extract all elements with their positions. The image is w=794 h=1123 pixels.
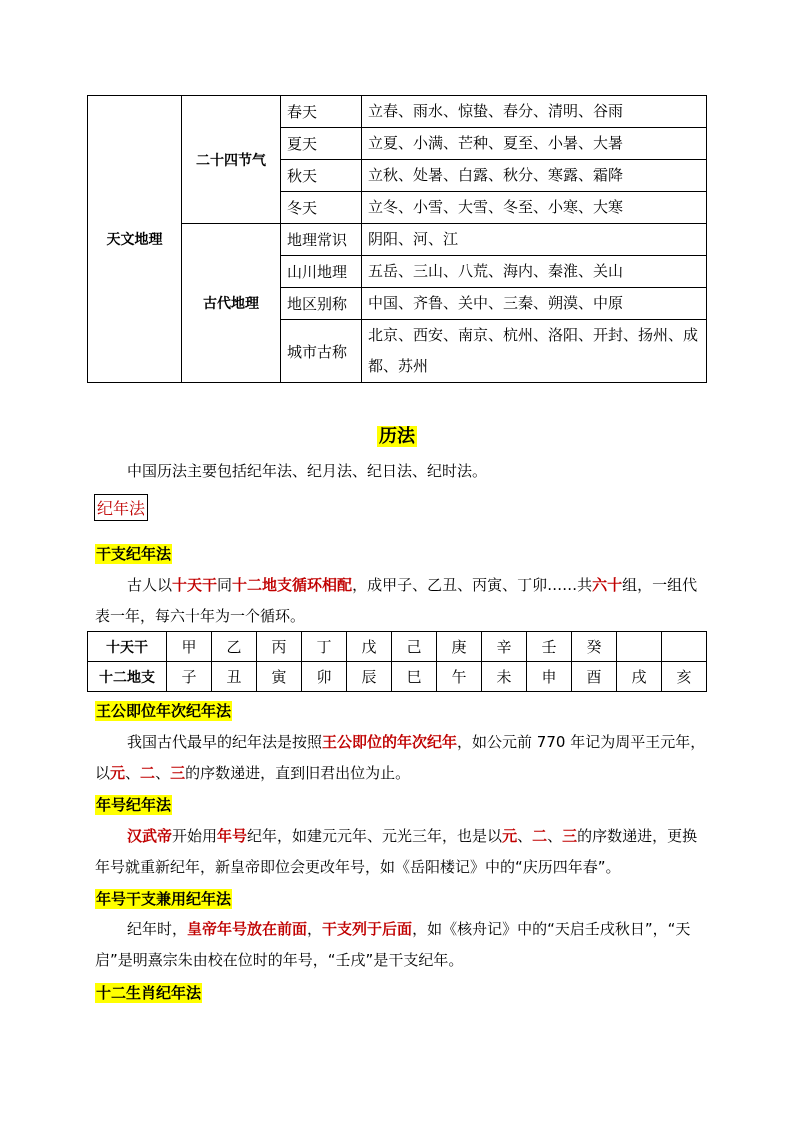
main-category-cell: 天文地理 [88, 96, 182, 383]
text-run: ，如《核舟记》中的“天启壬戌秋日”，“天启”是明熹宗朱由校在位时的年号，“壬戌”是干支纪年。 [95, 920, 691, 969]
heading-shengxiao: 十二生肖纪年法 [96, 984, 202, 1002]
row-header: 十二地支 [88, 662, 167, 692]
paragraph-jianyong [95, 914, 707, 976]
emphasis-run: 二 [532, 827, 548, 845]
heading-jianyong: 年号干支兼用纪年法 [96, 890, 232, 908]
row-category: 地区别称 [281, 288, 362, 320]
text-run: 纪年时， [127, 920, 188, 938]
text-run: 古人以 [127, 576, 173, 594]
stem-cell: 丁 [302, 632, 347, 662]
emphasis-run: 三 [562, 827, 578, 845]
stem-cell: 乙 [212, 632, 257, 662]
row-category: 山川地理 [281, 256, 362, 288]
boxed-heading-text: 纪年法 [97, 499, 146, 518]
row-value: 五岳、三山、八荒、海内、秦淮、关山 [362, 256, 707, 288]
stem-cell: 己 [392, 632, 437, 662]
heading-nianhao: 年号纪年法 [96, 796, 172, 814]
row-category: 夏天 [281, 128, 362, 160]
text-run: 、 [125, 764, 141, 782]
branch-cell: 亥 [662, 662, 707, 692]
branch-cell: 卯 [302, 662, 347, 692]
heavenly-stems-row [88, 632, 707, 662]
row-value: 立春、雨水、惊蛰、春分、清明、谷雨 [362, 96, 707, 128]
row-category: 冬天 [281, 192, 362, 224]
row-category: 秋天 [281, 160, 362, 192]
group-label-ancient-geography: 古代地理 [182, 224, 281, 383]
earthly-branches-row [88, 662, 707, 692]
paragraph-wanggong [95, 727, 707, 789]
stems-branches-table [87, 631, 707, 692]
branch-cell: 午 [437, 662, 482, 692]
row-category: 地理常识 [281, 224, 362, 256]
stem-cell: 癸 [572, 632, 617, 662]
row-value: 立秋、处暑、白露、秋分、寒露、霜降 [362, 160, 707, 192]
branch-cell: 戌 [617, 662, 662, 692]
row-category: 城市古称 [281, 320, 362, 383]
stem-cell [617, 632, 662, 662]
paragraph-nianhao [95, 821, 707, 883]
row-value: 中国、齐鲁、关中、三秦、朔漠、中原 [362, 288, 707, 320]
emphasis-run: 元 [502, 827, 518, 845]
group-label-solar-terms: 二十四节气 [182, 96, 281, 224]
heading-wanggong: 王公即位年次纪年法 [96, 702, 232, 720]
text-run: 组，一组代表一年，每六十年为一个循环。 [95, 576, 698, 625]
emphasis-run: 年号 [217, 827, 248, 845]
branch-cell: 寅 [257, 662, 302, 692]
stem-cell: 甲 [167, 632, 212, 662]
stem-cell: 丙 [257, 632, 302, 662]
text-run: 、 [155, 764, 171, 782]
text-run: ， [307, 920, 323, 938]
row-value: 阴阳、河、江 [362, 224, 707, 256]
emphasis-run: 十天干 [172, 576, 218, 594]
branch-cell: 丑 [212, 662, 257, 692]
section-title [0, 422, 794, 448]
row-value: 立夏、小满、芒种、夏至、小暑、大暑 [362, 128, 707, 160]
emphasis-run: 三 [170, 764, 186, 782]
text-run: 、 [517, 827, 533, 845]
text-run: 、 [547, 827, 563, 845]
branch-cell: 酉 [572, 662, 617, 692]
stem-cell: 戊 [347, 632, 392, 662]
emphasis-run: 干支列于后面 [322, 920, 413, 938]
emphasis-run: 二 [140, 764, 156, 782]
text-run: 的序数递进，直到旧君出位为止。 [185, 764, 411, 782]
branch-cell: 未 [482, 662, 527, 692]
emphasis-run: 皇帝年号放在前面 [187, 920, 308, 938]
branch-cell: 巳 [392, 662, 437, 692]
text-run: 开始用 [172, 827, 218, 845]
text-run: 纪年，如建元元年、元光三年，也是以 [247, 827, 503, 845]
paragraph-ganzhi [95, 570, 707, 632]
branch-cell: 子 [167, 662, 212, 692]
heading-ganzhi: 干支纪年法 [96, 545, 172, 563]
row-value: 北京、西安、南京、杭州、洛阳、开封、扬州、成都、苏州 [362, 320, 707, 383]
row-header: 十天干 [88, 632, 167, 662]
emphasis-run: 元 [110, 764, 126, 782]
emphasis-run: 六十 [592, 576, 623, 594]
emphasis-run: 十二地支循环相配 [232, 576, 353, 594]
row-value: 立冬、小雪、大雪、冬至、小寒、大寒 [362, 192, 707, 224]
text-run: ，如公元前 770 年记为周平王元年，以 [95, 733, 706, 782]
stem-cell: 辛 [482, 632, 527, 662]
emphasis-run: 王公即位的年次纪年 [322, 733, 458, 751]
branch-cell: 申 [527, 662, 572, 692]
text-run: 我国古代最早的纪年法是按照 [127, 733, 323, 751]
text-run: ，成甲子、乙丑、丙寅、丁卯……共 [352, 576, 593, 594]
text-run: 同 [217, 576, 233, 594]
stem-cell [662, 632, 707, 662]
branch-cell: 辰 [347, 662, 392, 692]
stem-cell: 壬 [527, 632, 572, 662]
astronomy-geography-table [87, 95, 707, 383]
boxed-heading [94, 494, 148, 521]
intro-paragraph: 中国历法主要包括纪年法、纪月法、纪日法、纪时法。 [127, 462, 488, 480]
text-run: 的序数递进，更换年号就重新纪年，新皇帝即位会更改年号，如《岳阳楼记》中的“庆历四年春”。 [95, 827, 698, 876]
emphasis-run: 汉武帝 [127, 827, 173, 845]
row-category: 春天 [281, 96, 362, 128]
stem-cell: 庚 [437, 632, 482, 662]
section-title-text: 历法 [379, 426, 415, 447]
